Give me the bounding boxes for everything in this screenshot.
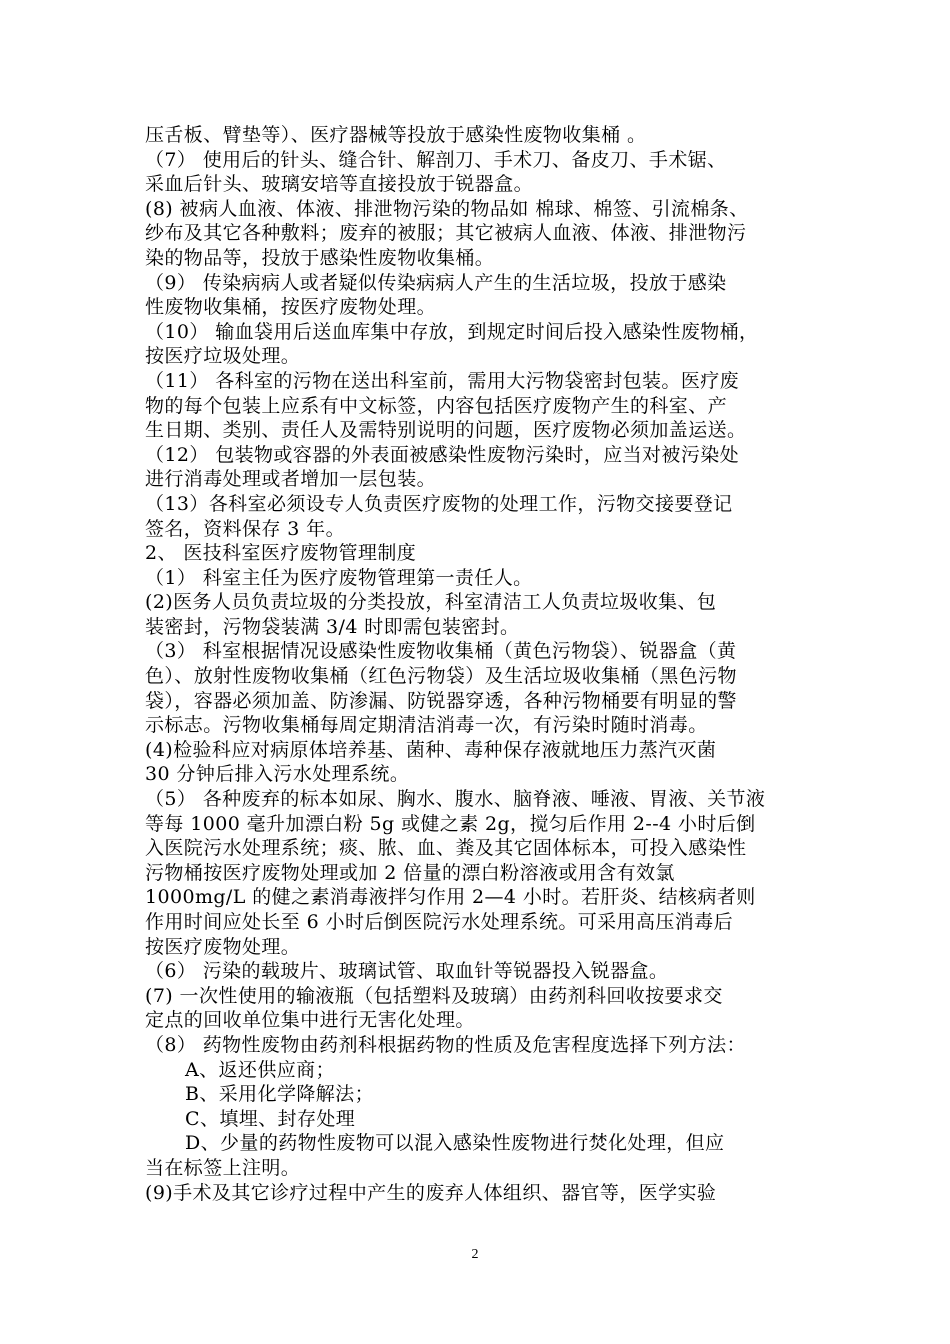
- text-line: (4)检验科应对病原体培养基、菌种、毒种保存液就地压力蒸汽灭菌: [145, 738, 717, 761]
- text-line: 30 分钟后排入污水处理系统。: [145, 763, 410, 786]
- text-line: 袋），容器必须加盖、防渗漏、防锐器穿透，各种污物桶要有明显的警: [145, 689, 737, 712]
- text-line: 当在标签上注明。: [145, 1156, 301, 1179]
- text-line: （8） 药物性废物由药剂科根据药物的性质及危害程度选择下列方法：: [145, 1033, 746, 1056]
- text-line: （9） 传染病病人或者疑似传染病病人产生的生活垃圾，投放于感染: [145, 271, 727, 294]
- text-line: 等每 1000 毫升加漂白粉 5g 或健之素 2g，搅匀后作用 2--4 小时后倒: [145, 812, 756, 835]
- text-line: (8) 被病人血液、体液、排泄物污染的物品如 棉球、棉签、引流棉条、: [145, 197, 749, 220]
- text-line: 签名，资料保存 3 年。: [145, 517, 345, 540]
- text-line: 示标志。污物收集桶每周定期清洁消毒一次，有污染时随时消毒。: [145, 714, 708, 737]
- text-line: 作用时间应处长至 6 小时后倒医院污水处理系统。可采用高压消毒后: [145, 911, 733, 933]
- page-number: 2: [471, 1247, 479, 1262]
- text-line: 1000mg/L 的健之素消毒液拌匀作用 2—4 小时。若肝炎、结核病者则: [145, 886, 756, 909]
- text-line: 入医院污水处理系统；痰、脓、血、粪及其它固体标本，可投入感染性: [145, 837, 747, 860]
- text-line: (9)手术及其它诊疗过程中产生的废弃人体组织、器官等，医学实验: [145, 1181, 717, 1204]
- list-item: B、采用化学降解法；: [185, 1083, 374, 1106]
- document-body: [145, 123, 815, 1205]
- text-line: 染的物品等，投放于感染性废物收集桶。: [145, 246, 495, 269]
- text-line: 按医疗垃圾处理。: [145, 345, 301, 368]
- text-line: 进行消毒处理或者增加一层包装。: [145, 468, 437, 491]
- text-line: 压舌板、臂垫等）、医疗器械等投放于感染性废物收集桶 。: [145, 124, 647, 146]
- text-line: 纱布及其它各种敷料；废弃的被服；其它被病人血液、体液、排泄物污: [145, 222, 747, 245]
- text-line: 按医疗废物处理。: [145, 935, 301, 958]
- list-item: C、填埋、封存处理: [185, 1107, 356, 1130]
- text-line: (2)医务人员负责垃圾的分类投放，科室清洁工人负责垃圾收集、包: [145, 591, 717, 614]
- text-line: （11） 各科室的污物在送出科室前，需用大污物袋密封包装。医疗废: [145, 369, 740, 392]
- text-line: （5） 各种废弃的标本如尿、胸水、腹水、脑脊液、唾液、胃液、关节液: [145, 788, 766, 811]
- text-line: （7） 使用后的针头、缝合针、解剖刀、手术刀、备皮刀、手术锯、: [145, 148, 727, 171]
- text-line: 性废物收集桶，按医疗废物处理。: [145, 296, 437, 319]
- text-line: 色）、放射性废物收集桶（红色污物袋）及生活垃圾收集桶（黑色污物: [145, 665, 737, 688]
- text-line: 污物桶按医疗废物处理或加 2 倍量的漂白粉溶液或用含有效氯: [145, 861, 675, 884]
- text-line: 定点的回收单位集中进行无害化处理。: [145, 1009, 475, 1032]
- text-line: 生日期、类别、责任人及需特别说明的问题，医疗废物必须加盖运送。: [145, 419, 747, 442]
- text-line: （12） 包装物或容器的外表面被感染性废物污染时，应当对被污染处: [145, 443, 740, 466]
- section-heading: 2、 医技科室医疗废物管理制度: [145, 542, 417, 565]
- text-line: （3） 科室根据情况设感染性废物收集桶（黄色污物袋）、锐器盒（黄: [145, 640, 737, 663]
- text-line: 装密封，污物袋装满 3/4 时即需包装密封。: [145, 615, 520, 638]
- list-item: D、少量的药物性废物可以混入感染性废物进行焚化处理，但应: [185, 1132, 725, 1155]
- text-line: （10） 输血袋用后送血库集中存放，到规定时间后投入感染性废物桶，: [145, 320, 759, 343]
- text-line: 采血后针头、玻璃安培等直接投放于锐器盒。: [145, 173, 534, 196]
- text-line: (7) 一次性使用的输液瓶（包括塑料及玻璃）由药剂科回收按要求交: [145, 984, 723, 1007]
- text-line: （6） 污染的载玻片、玻璃试管、取血针等锐器投入锐器盒。: [145, 960, 669, 983]
- text-line: 物的每个包装上应系有中文标签，内容包括医疗废物产生的科室、产: [145, 394, 728, 417]
- list-item: A、返还供应商；: [185, 1058, 335, 1081]
- text-line: （1） 科室主任为医疗废物管理第一责任人。: [145, 566, 533, 589]
- text-line: （13）各科室必须设专人负责医疗废物的处理工作，污物交接要登记: [145, 492, 733, 515]
